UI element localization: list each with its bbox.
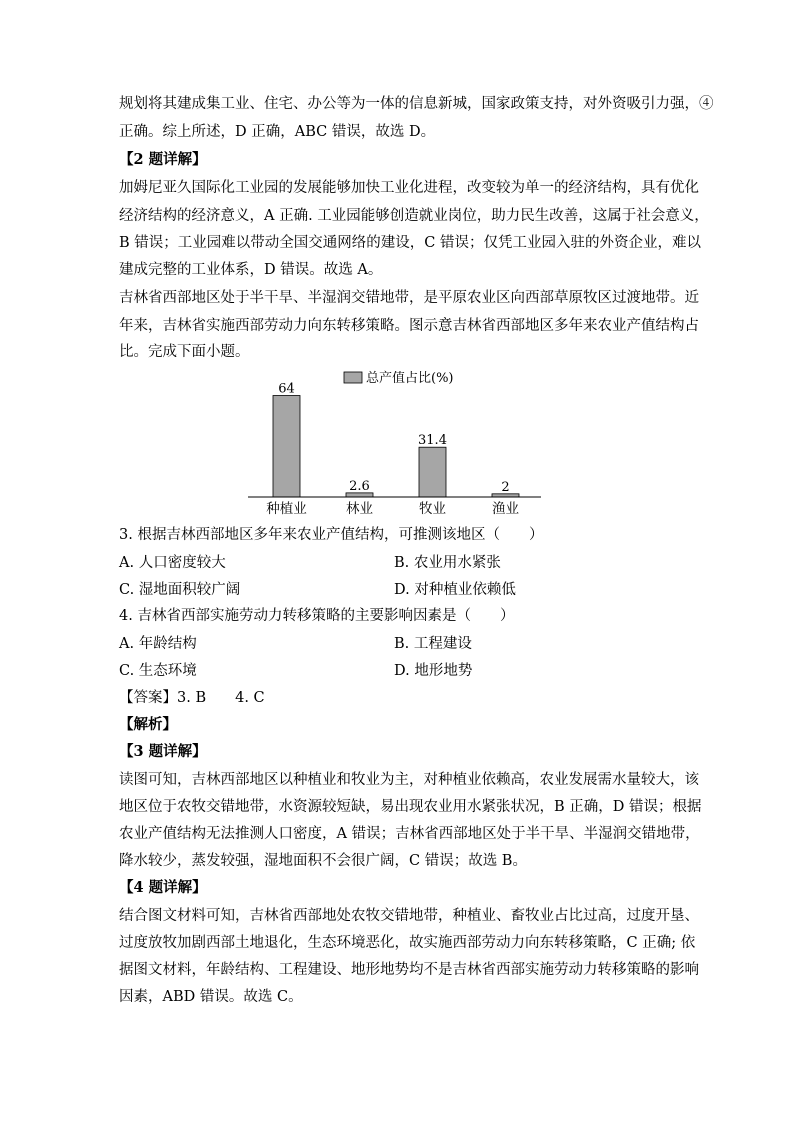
paragraph-line: 建成完整的工业体系，D 错误。故选 A。 — [119, 262, 383, 278]
option-b: B. 工程建设 — [394, 636, 472, 652]
option-c: C. 湿地面积较广阔 — [119, 582, 241, 598]
option-c: C. 生态环境 — [119, 663, 197, 679]
paragraph-line: 规划将其建成集工业、住宅、办公等为一体的信息新城，国家政策支持，对外资吸引力强，④ — [119, 96, 714, 112]
section-heading: 【4 题详解】 — [119, 879, 207, 896]
category-label: 渔业 — [492, 501, 519, 517]
paragraph-line: 加姆尼亚久国际化工业园的发展能够加快工业化进程，改变较为单一的经济结构，具有优化 — [119, 180, 699, 196]
data-label: 31.4 — [418, 433, 447, 449]
paragraph-line: 地区位于农牧交错地带，水资源较短缺，易出现农业用水紧张状况，B 正确，D 错误；根据 — [119, 799, 702, 815]
paragraph-line: 降水较少，蒸发较强，湿地面积不会很广阔，C 错误；故选 B。 — [119, 853, 527, 869]
paragraph-line: 吉林省西部地区处于半干旱、半湿润交错地带，是平原农业区向西部草原牧区过渡地带。近 — [119, 290, 699, 306]
answer-line: 【答案】3. B 4. C — [119, 690, 265, 706]
chart-canvas — [248, 362, 548, 522]
option-d: D. 地形地势 — [394, 663, 473, 679]
bar — [273, 396, 300, 497]
data-label: 2.6 — [349, 478, 370, 494]
category-label: 牧业 — [419, 501, 446, 517]
paragraph-line: 正确。综上所述，D 正确，ABC 错误，故选 D。 — [119, 124, 436, 140]
paragraph-line: 过度放牧加剧西部土地退化，生态环境恶化，故实施西部劳动力向东转移策略，C 正确; 依 — [119, 935, 696, 951]
paragraph-line: 据图文材料，年龄结构、工程建设、地形地势均不是吉林省西部实施劳动力转移策略的影响 — [119, 962, 699, 978]
paragraph-line: 因素，ABD 错误。故选 C。 — [119, 989, 303, 1005]
option-a: A. 人口密度较大 — [119, 555, 226, 571]
section-heading: 【2 题详解】 — [119, 151, 207, 168]
option-a: A. 年龄结构 — [119, 636, 197, 652]
paragraph-line: 经济结构的经济意义，A 正确. 工业园能够创造就业岗位，助力民生改善，这属于社会意义， — [119, 208, 709, 224]
category-label: 种植业 — [266, 501, 307, 517]
paragraph-line: 读图可知，吉林西部地区以种植业和牧业为主，对种植业依赖高，农业发展需水量较大，该 — [119, 772, 699, 788]
bar — [419, 447, 446, 497]
legend-swatch — [344, 372, 362, 383]
option-d: D. 对种植业依赖低 — [394, 582, 516, 598]
data-label: 64 — [278, 381, 295, 397]
paragraph-line: B 错误；工业园难以带动全国交通网络的建设，C 错误；仅凭工业园入驻的外资企业，难以 — [119, 235, 701, 251]
data-label: 2 — [501, 479, 510, 495]
section-heading: 【3 题详解】 — [119, 743, 207, 760]
option-b: B. 农业用水紧张 — [394, 555, 501, 571]
paragraph-line: 结合图文材料可知，吉林省西部地处农牧交错地带，种植业、畜牧业占比过高，过度开垦、 — [119, 908, 699, 924]
paragraph-line: 比。完成下面小题。 — [119, 344, 250, 360]
legend-label: 总产值占比(%) — [366, 371, 454, 386]
paragraph-line: 年来，吉林省实施西部劳动力向东转移策略。图示意吉林省西部地区多年来农业产值结构占 — [119, 318, 699, 334]
question-3: 3. 根据吉林西部地区多年来农业产值结构，可推测该地区（ ） — [119, 527, 544, 543]
analysis-heading: 【解析】 — [119, 716, 177, 733]
category-label: 林业 — [346, 501, 373, 517]
bar-chart — [248, 362, 548, 522]
paragraph-line: 农业产值结构无法推测人口密度，A 错误；吉林省西部地区处于半干旱、半湿润交错地带， — [119, 826, 700, 842]
question-4: 4. 吉林省西部实施劳动力转移策略的主要影响因素是（ ） — [119, 608, 515, 624]
